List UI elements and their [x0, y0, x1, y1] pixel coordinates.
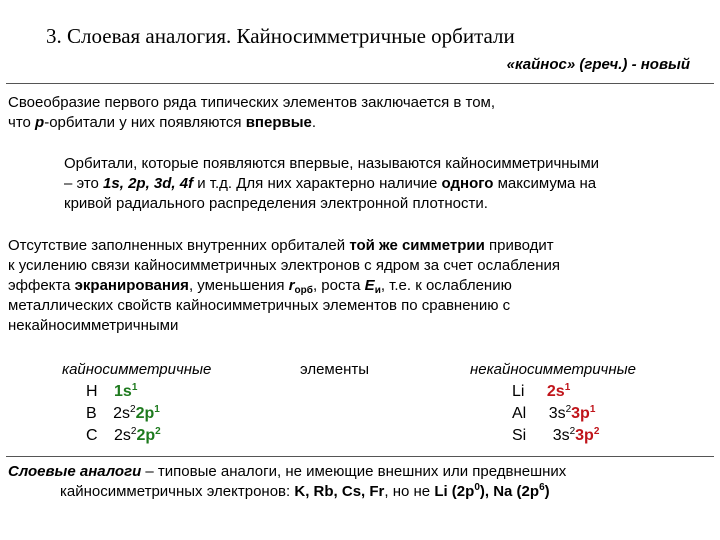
- exception-sup: 6: [539, 482, 545, 493]
- config-part: 3s: [548, 405, 566, 422]
- element-symbol: B: [86, 405, 97, 422]
- config-part: 2s: [546, 383, 565, 400]
- emphasis-same-symmetry: той же симметрии: [349, 237, 485, 254]
- config-sup: 2: [130, 404, 136, 415]
- p1-text: .: [311, 114, 317, 131]
- p-letter: p: [35, 114, 45, 131]
- config-sup: 1: [564, 382, 571, 393]
- electron-config: [547, 383, 570, 400]
- p3-line5: некайносимметричными: [8, 317, 179, 334]
- element-row: [86, 427, 161, 445]
- term-layer-analogs: Слоевые аналоги: [8, 463, 142, 480]
- config-sup: 2: [569, 426, 576, 437]
- p2-text: и т.д. Для них характерно наличие: [193, 175, 442, 192]
- p3-text: эффекта: [8, 277, 75, 294]
- etymology-note: «кайнос» (греч.) - новый: [506, 56, 690, 73]
- config-sup-highlight: 2: [155, 426, 161, 437]
- paragraph-consequences: [8, 236, 708, 336]
- p3-text: , т.е. к ослаблению: [380, 277, 512, 294]
- emphasis-first-time: впервые: [245, 114, 312, 131]
- config-part: 2s: [113, 405, 131, 422]
- p4-text: кайносимметричных электронов:: [60, 483, 295, 500]
- header-non-kainosymmetric: некайносимметричные: [470, 361, 636, 378]
- element-list: K, Rb, Cs, Fr: [294, 483, 385, 500]
- emphasis-one: одного: [441, 175, 494, 192]
- config-sup-highlight: 1: [154, 404, 160, 415]
- energy-subscript: и: [374, 285, 381, 296]
- config-part-highlight: 3p: [571, 405, 590, 422]
- paragraph-first-row: [8, 93, 628, 133]
- exception-sup: 0: [474, 482, 480, 493]
- electron-config: [114, 383, 137, 400]
- divider-line: [6, 83, 714, 84]
- element-symbol: Al: [512, 405, 527, 422]
- p3-text: , уменьшения: [188, 277, 289, 294]
- radius-subscript: орб: [294, 285, 313, 296]
- p3-text: , роста: [312, 277, 365, 294]
- p1-text: что: [8, 114, 36, 131]
- energy-symbol: E: [364, 277, 375, 294]
- exception-close: ): [544, 483, 550, 500]
- divider-line: [6, 456, 714, 457]
- config-sup-highlight: 2: [593, 426, 600, 437]
- exception-li: Li (2p: [434, 483, 475, 500]
- radius-symbol: r: [288, 277, 295, 294]
- electron-config: [549, 405, 596, 422]
- header-kainosymmetric: кайносимметричные: [62, 361, 212, 378]
- p3-text: приводит: [484, 237, 554, 254]
- element-row: [86, 405, 160, 423]
- header-elements: элементы: [300, 361, 370, 378]
- p2-text: – это: [64, 175, 104, 192]
- element-symbol: Li: [512, 383, 525, 400]
- electron-config: [113, 405, 160, 422]
- paragraph-kainosymmetric-definition: [64, 154, 716, 214]
- electron-config: [114, 427, 161, 444]
- element-symbol: Si: [512, 427, 527, 444]
- element-row: [512, 383, 570, 401]
- element-row: [512, 427, 599, 445]
- config-sup: 2: [130, 426, 137, 437]
- electron-config: [553, 427, 600, 444]
- paragraph-layer-analogs: [8, 462, 712, 502]
- config-part: 1s: [114, 383, 132, 400]
- p2-line3: кривой радиального распределения электронной плотности.: [64, 195, 488, 212]
- p2-line1: Орбитали, которые появляются впервые, называются кайносимметричными: [64, 155, 600, 172]
- config-sup-highlight: 1: [589, 404, 596, 415]
- p3-line4: металлических свойств кайносимметричных элементов по сравнению с: [8, 297, 511, 314]
- p4-text: – типовые аналоги, не имеющие внешних или предвнешних: [141, 463, 567, 480]
- config-part-highlight: 2p: [135, 405, 155, 422]
- p3-text: Отсутствие заполненных внутренних орбиталей: [8, 237, 350, 254]
- config-part-highlight: 2p: [136, 427, 156, 444]
- slide-title: 3. Слоевая аналогия. Кайносимметричные орбитали: [46, 24, 515, 48]
- p1-text: -орбитали у них появляются: [44, 114, 246, 131]
- p1-line1: Своеобразие первого ряда типических элементов заключается в том,: [8, 94, 496, 111]
- config-part-highlight: 3p: [575, 427, 594, 444]
- config-sup: 2: [565, 404, 572, 415]
- element-symbol: H: [86, 383, 98, 400]
- config-part: 2s: [114, 427, 131, 444]
- element-row: [86, 383, 137, 401]
- p2-text: максимума на: [493, 175, 597, 192]
- p4-text: , но не: [384, 483, 435, 500]
- orbital-list: 1s, 2p, 3d, 4f: [103, 175, 194, 192]
- config-part: 3s: [552, 427, 570, 444]
- config-sup: 1: [131, 382, 138, 393]
- element-row: [512, 405, 595, 423]
- exception-na: ), Na (2p: [479, 483, 540, 500]
- emphasis-shielding: экранирования: [74, 277, 189, 294]
- element-symbol: C: [86, 427, 98, 444]
- p3-line2: к усилению связи кайносимметричных электронов с ядром за счет ослабления: [8, 257, 561, 274]
